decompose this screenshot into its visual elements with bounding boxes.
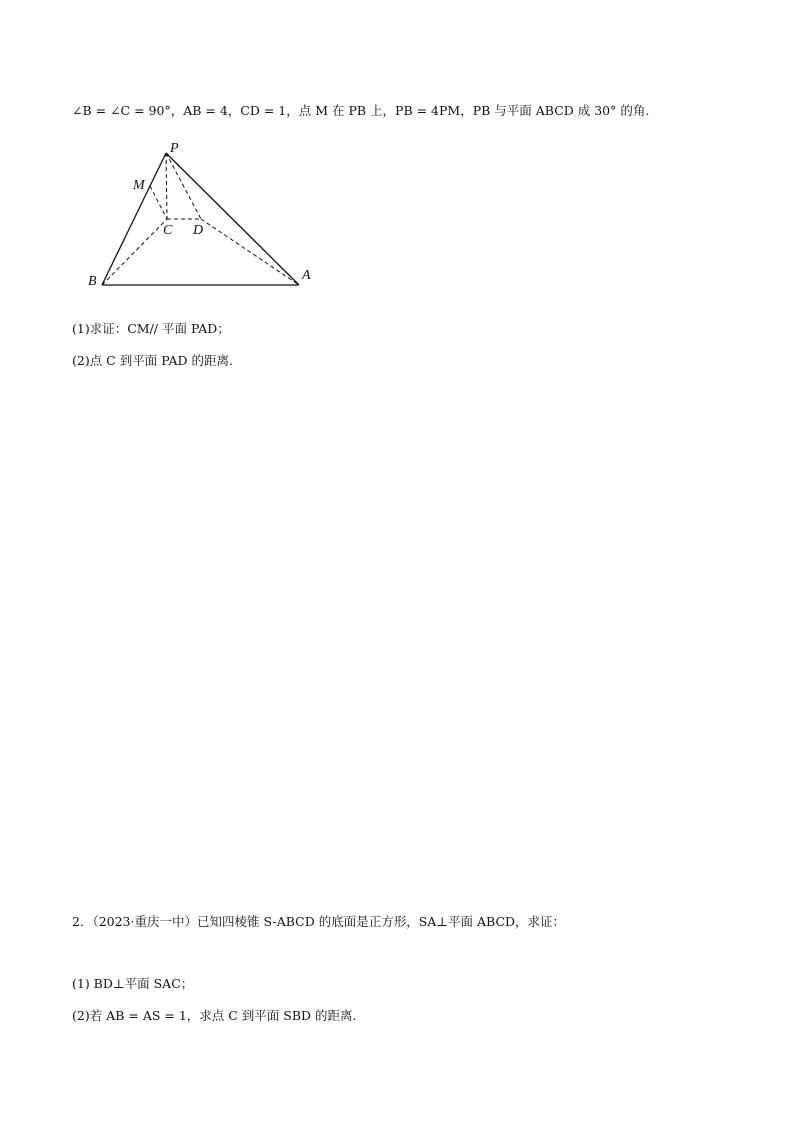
label-D: D [193, 223, 204, 238]
label-M: M [133, 178, 145, 193]
edge-PC [166, 153, 167, 219]
label-B: B [88, 274, 97, 289]
q2-stem: 2．（2023·重庆一中）已知四棱锥 S-ABCD 的底面是正方形，SA⊥平面 ABCD，求证： [72, 914, 566, 929]
label-C: C [163, 223, 173, 238]
edge-MC [150, 186, 167, 219]
q1-condition-line: ∠B = ∠C = 90°，AB = 4，CD = 1，点 M 在 PB 上，PB = 4PM，PB 与平面 ABCD 成 30° 的角. [72, 103, 650, 118]
edge-BC [102, 219, 167, 285]
q2-part1: (1) BD⊥平面 SAC； [72, 976, 194, 991]
q1-part1: (1)求证：CM// 平面 PAD； [72, 321, 230, 336]
q1-part2: (2)点 C 到平面 PAD 的距离. [72, 353, 233, 368]
q2-part2: (2)若 AB = AS = 1，求点 C 到平面 SBD 的距离. [72, 1008, 357, 1023]
edge-DA [201, 219, 299, 285]
edge-PA [166, 153, 299, 285]
pyramid-figure [80, 138, 330, 298]
label-A: A [302, 268, 311, 283]
label-P: P [170, 141, 179, 156]
edge-PD [166, 153, 201, 219]
edge-PB [102, 153, 166, 285]
